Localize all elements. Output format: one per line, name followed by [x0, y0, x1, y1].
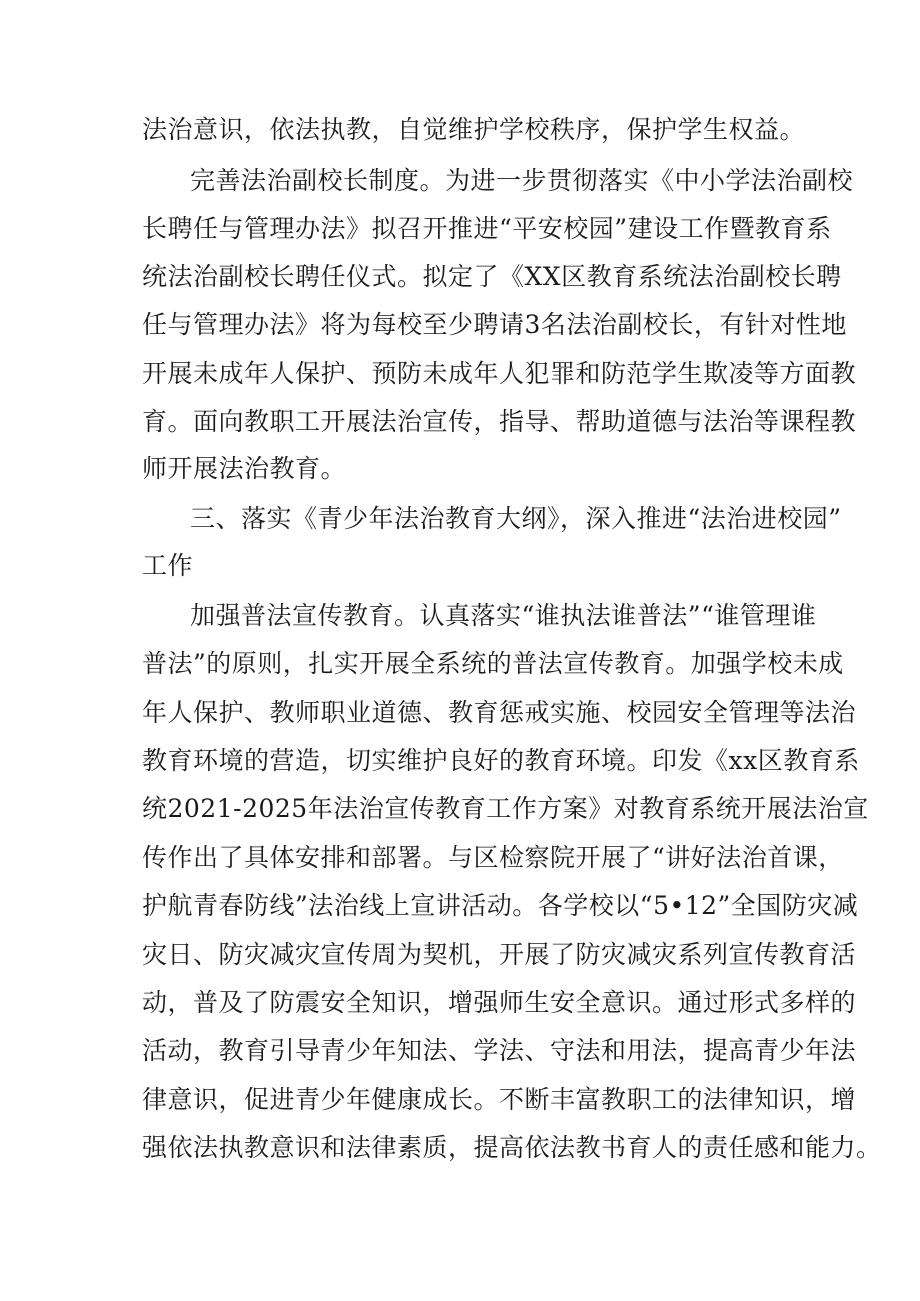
text-line: 活动，教育引导青少年知法、学法、守法和用法，提高青少年法 [142, 1036, 857, 1065]
text-line: 育。面向教职工开展法治宣传，指导、帮助道德与法治等课程教 [142, 407, 857, 436]
text-line: 律意识，促进青少年健康成长。不断丰富教职工的法律知识，增 [142, 1085, 857, 1114]
text-line: 普法”的原则，扎实开展全系统的普法宣传教育。加强学校未成 [142, 649, 844, 678]
text-line: 长聘任与管理办法》拟召开推进“平安校园”建设工作暨教育系 [142, 214, 832, 243]
text-line: 强依法执教意识和法律素质，提高依法教书育人的责任感和能力。 [142, 1133, 882, 1162]
text-line: 动，普及了防震安全知识，增强师生安全意识。通过形式多样的 [142, 988, 857, 1017]
text-line: 年人保护、教师职业道德、教育惩戒实施、校园安全管理等法治 [142, 698, 857, 727]
text-line: 传作出了具体安排和部署。与区检察院开展了“讲好法治首课， [142, 843, 844, 872]
text-line: 法治意识，依法执教，自觉维护学校秩序，保护学生权益。 [142, 115, 806, 144]
text-line: 师开展法治教育。 [142, 454, 347, 483]
text-line: 任与管理办法》将为每校至少聘请3名法治副校长，有针对性地 [142, 310, 847, 339]
text-line: 灾日、防灾减灾宣传周为契机，开展了防灾减灾系列宣传教育活 [142, 940, 857, 969]
text-line: 统法治副校长聘任仪式。拟定了《XX区教育系统法治副校长聘 [142, 262, 842, 291]
section-heading-line: 工作 [142, 551, 194, 580]
text-line: 统2021-2025年法治宣传教育工作方案》对教育系统开展法治宣 [142, 794, 869, 823]
text-line: 开展未成年人保护、预防未成年人犯罪和防范学生欺凌等方面教 [142, 359, 857, 388]
section-heading-line: 三、落实《青少年法治教育大纲》，深入推进“法治进校园” [190, 504, 842, 533]
text-line: 护航青春防线”法治线上宣讲活动。各学校以“5•12”全国防灾减 [142, 891, 859, 920]
paragraph-start-line: 完善法治副校长制度。为进一步贯彻落实《中小学法治副校 [190, 166, 854, 195]
text-line: 教育环境的营造，切实维护良好的教育环境。印发《xx区教育系 [142, 746, 860, 775]
paragraph-start-line: 加强普法宣传教育。认真落实“谁执法谁普法”“谁管理谁 [190, 601, 817, 630]
